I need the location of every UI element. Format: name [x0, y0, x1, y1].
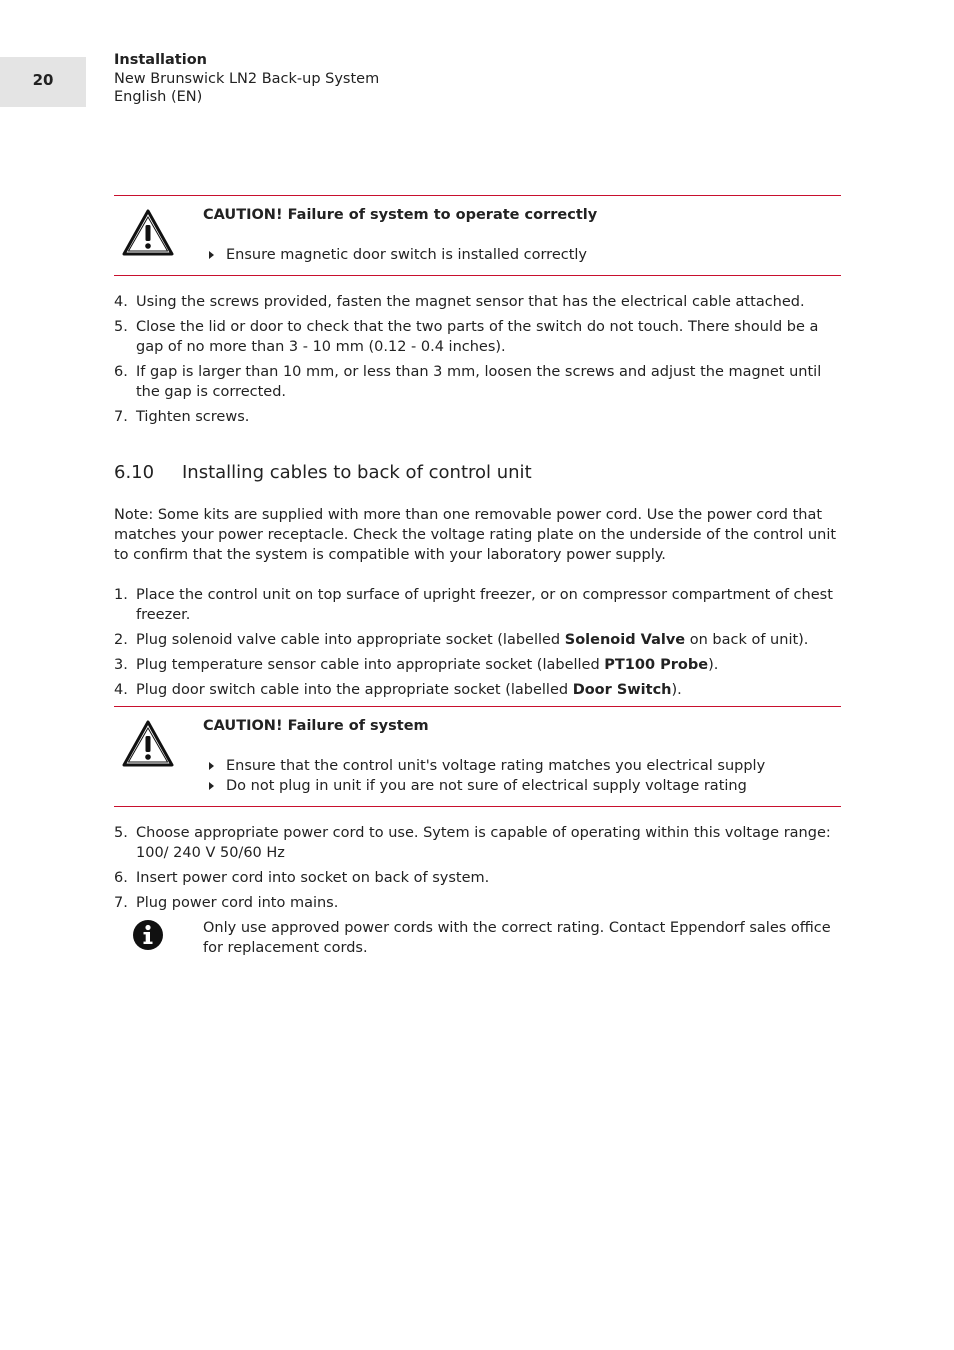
- note-paragraph: Note: Some kits are supplied with more than one removable power cord. Use the power cord that matches your power receptacle. Check the voltage rating plate on the underside of the control unit to confirm that the system is compatible with your laboratory power supply.: [114, 507, 837, 563]
- steps-door-switch: [114, 292, 841, 427]
- steps-power: [114, 823, 841, 913]
- socket-label: Solenoid Valve: [564, 632, 686, 648]
- section-title: Installing cables to back of control unit: [182, 462, 532, 483]
- list-item: 6. Insert power cord into socket on back of system.: [114, 870, 490, 886]
- caution-title: CAUTION! Failure of system: [203, 718, 429, 734]
- header-language: English (EN): [114, 89, 203, 105]
- running-header: [114, 51, 379, 107]
- info-text: Only use approved power cords with the correct rating. Contact Eppendorf sales office for replacement cords.: [203, 920, 831, 956]
- caution-box-power: [114, 706, 841, 807]
- list-item: 3. Plug temperature sensor cable into appropriate socket (labelled PT100 Probe).: [114, 657, 719, 673]
- list-item: 2. Plug solenoid valve cable into appropriate socket (labelled Solenoid Valve on back of unit).: [114, 632, 809, 648]
- warning-triangle-icon: [122, 209, 174, 256]
- caution-list: [203, 245, 841, 265]
- socket-label: PT100 Probe: [604, 657, 709, 673]
- caution-item: Ensure that the control unit's voltage rating matches you electrical supply: [203, 756, 841, 776]
- steps-cables: [114, 585, 841, 700]
- list-item: 6. If gap is larger than 10 mm, or less than 3 mm, loosen the screws and adjust the magnet until the gap is corrected.: [114, 364, 822, 400]
- bullet-triangle-icon: [209, 251, 214, 259]
- header-product: New Brunswick LN2 Back-up System: [114, 70, 380, 87]
- list-item: 7. Plug power cord into mains.: [114, 895, 339, 911]
- list-item: 1. Place the control unit on top surface of upright freezer, or on compressor compartment of chest freezer.: [114, 587, 833, 623]
- socket-label: Door Switch: [572, 682, 672, 698]
- list-item: 5. Choose appropriate power cord to use. Sytem is capable of operating within this voltage range: 100/ 240 V 50/60 Hz: [114, 825, 831, 861]
- caution-item: Ensure magnetic door switch is installed correctly: [203, 245, 841, 265]
- caution-item: Do not plug in unit if you are not sure of electrical supply voltage rating: [203, 776, 841, 796]
- warning-triangle-icon: [122, 720, 174, 767]
- section-heading: [114, 461, 841, 485]
- info-box: [114, 918, 841, 958]
- page-content: [114, 195, 841, 958]
- bullet-triangle-icon: [209, 782, 214, 790]
- caution-title: CAUTION! Failure of system to operate correctly: [203, 207, 598, 223]
- info-icon: [132, 919, 164, 951]
- list-item: 5. Close the lid or door to check that the two parts of the switch do not touch. There should be a gap of no more than 3 - 10 mm (0.12 - 0.4 inches).: [114, 319, 819, 355]
- bullet-triangle-icon: [209, 762, 214, 770]
- caution-box-door-switch: [114, 195, 841, 276]
- list-item: 7. Tighten screws.: [114, 409, 250, 425]
- list-item: 4. Using the screws provided, fasten the magnet sensor that has the electrical cable attached.: [114, 294, 805, 310]
- header-section: Installation: [114, 52, 207, 68]
- section-number: 6.10: [114, 462, 155, 483]
- page-number-tab: [0, 57, 86, 107]
- list-item: 4. Plug door switch cable into the appropriate socket (labelled Door Switch).: [114, 682, 682, 698]
- page-number: 20: [32, 71, 54, 89]
- caution-list: [203, 756, 841, 796]
